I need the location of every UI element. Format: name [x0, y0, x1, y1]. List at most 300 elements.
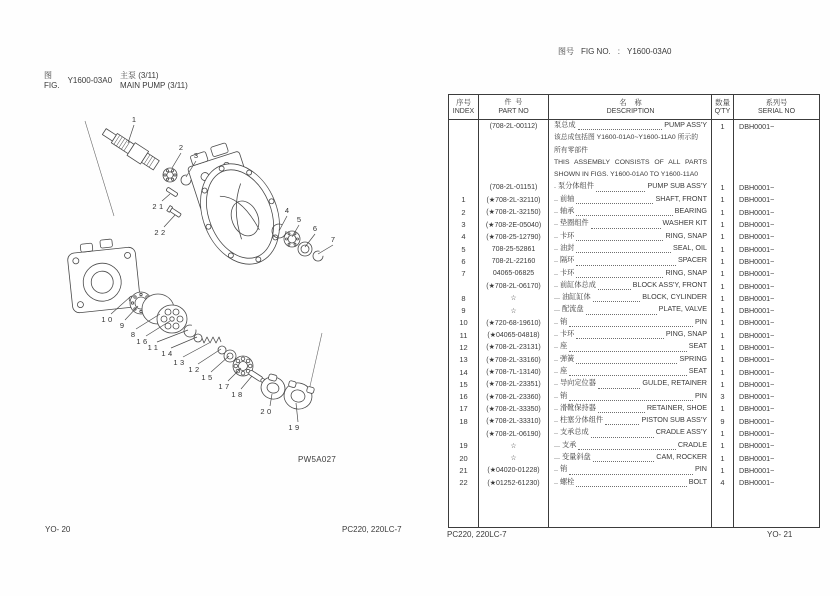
- description-cell: [549, 145, 712, 157]
- part-row: [449, 452, 819, 464]
- serial-cell: DBH0001~: [739, 453, 775, 463]
- qty-cell: 1: [712, 255, 734, 267]
- qty-cell: 1: [712, 120, 734, 132]
- description-cell: [549, 317, 712, 329]
- description-cell: [549, 157, 712, 169]
- leader-line-2: [172, 153, 181, 168]
- leader-line-13: [183, 343, 209, 357]
- description-cn: 泵总成: [554, 120, 576, 129]
- part-no-cell: ☆: [479, 452, 549, 464]
- index-cell: 13: [449, 354, 479, 366]
- dot-leader: [605, 417, 639, 425]
- qty-cell: 1: [712, 366, 734, 378]
- description-en: PUMP ASS'Y: [664, 120, 707, 129]
- part-row: [449, 120, 819, 132]
- callout-21: 21: [152, 202, 166, 211]
- callout-18: 18: [231, 390, 245, 399]
- figure-title-en: MAIN PUMP (3/11): [120, 81, 188, 91]
- description-cell: [549, 427, 712, 439]
- part-no-cell: (★708-2L-06190): [479, 427, 549, 439]
- part-no-cell: (★708-2L-06170): [479, 280, 549, 292]
- description-cn: .. 油封: [554, 242, 575, 252]
- part-no-cell: (★708-2L-23131): [479, 341, 549, 353]
- description-en: SPRING: [679, 353, 707, 363]
- description-cell: [549, 292, 712, 304]
- part-row: [449, 427, 819, 439]
- serial-cell: DBH0001~: [739, 465, 775, 475]
- note-text: THIS ASSEMBLY CONSISTS OF ALL PARTS: [554, 158, 707, 166]
- part-row: [449, 403, 819, 415]
- leader-line-4: [279, 216, 287, 231]
- index-cell: [449, 427, 479, 439]
- part-no-cell: (★708-2L-33310): [479, 415, 549, 427]
- part-row: [449, 317, 819, 329]
- serial-cell: DBH0001~: [739, 256, 775, 266]
- qty-cell: 1: [712, 329, 734, 341]
- description-cell: [549, 194, 712, 206]
- index-cell: [449, 280, 479, 292]
- callout-6: 6: [312, 224, 318, 233]
- description-en: PIN: [695, 316, 707, 326]
- model-code-right: PC220, 220LC-7: [447, 530, 507, 539]
- dot-leader: [598, 381, 640, 389]
- index-cell: 1: [449, 194, 479, 206]
- description-en: SEAT: [688, 341, 707, 351]
- header-description-en: DESCRIPTION: [606, 108, 655, 116]
- qty-cell: [712, 145, 734, 157]
- serial-cell: DBH0001~: [739, 416, 775, 426]
- index-cell: 17: [449, 403, 479, 415]
- index-cell: 4: [449, 231, 479, 243]
- description-en: PISTON SUB ASS'Y: [641, 415, 707, 425]
- part-row: [449, 391, 819, 403]
- qty-cell: 1: [712, 304, 734, 316]
- description-cn: . 泵分体组件: [554, 181, 594, 191]
- description-en: SPACER: [677, 255, 707, 265]
- part-no-cell: 708-2L-22160: [479, 255, 549, 267]
- filler-serial-cell: [734, 489, 819, 527]
- serial-cell: DBH0001~: [739, 379, 775, 389]
- description-cn: .. 隔环: [554, 255, 575, 265]
- part-row: [449, 341, 819, 353]
- fig-label-cn: 图: [44, 71, 52, 80]
- description-cn: .. 销: [554, 316, 568, 326]
- index-cell: 21: [449, 464, 479, 476]
- description-en: SEAL, OIL: [673, 242, 707, 252]
- dot-leader: [576, 356, 677, 364]
- description-cell: [549, 341, 712, 353]
- dot-leader: [576, 479, 686, 487]
- index-cell: 19: [449, 440, 479, 452]
- description-cn: .. 卡环: [554, 230, 575, 240]
- part-no-cell: ☆: [479, 292, 549, 304]
- description-cn: .. 销: [554, 464, 568, 474]
- part-no-cell: (★04020-01228): [479, 464, 549, 476]
- index-cell: 14: [449, 366, 479, 378]
- callout-14: 14: [161, 349, 175, 358]
- qty-cell: 1: [712, 181, 734, 193]
- filler-index-cell: [449, 489, 479, 527]
- leader-line-7: [318, 245, 333, 254]
- leader-line-22: [164, 215, 175, 227]
- description-en: GULDE, RETAINER: [642, 378, 707, 388]
- index-cell: [449, 169, 479, 181]
- header-index-en: INDEX: [452, 108, 475, 116]
- part-no-cell: ☆: [479, 304, 549, 316]
- part-no-cell: (708-2L-01151): [479, 181, 549, 193]
- leader-line-15: [211, 356, 229, 372]
- callout-12: 12: [188, 365, 202, 374]
- header-description-cn: 名 称: [619, 97, 642, 107]
- description-cell: [549, 132, 712, 144]
- index-cell: 9: [449, 304, 479, 316]
- description-cell: [549, 440, 712, 452]
- serial-cell: DBH0001~: [739, 121, 775, 131]
- qty-cell: 1: [712, 427, 734, 439]
- dot-leader: [578, 442, 675, 450]
- index-cell: 5: [449, 243, 479, 255]
- serial-cell: DBH0001~: [739, 330, 775, 340]
- leader-line-14: [171, 337, 197, 348]
- qty-cell: 1: [712, 464, 734, 476]
- description-cn: .. 柱塞分体组件: [554, 415, 604, 425]
- part-row: [449, 206, 819, 218]
- note-row: [449, 169, 819, 181]
- description-en: BOLT: [688, 476, 707, 486]
- description-cn: .. 弹簧: [554, 353, 575, 363]
- dot-leader: [576, 258, 676, 266]
- index-cell: 2: [449, 206, 479, 218]
- serial-cell: [734, 169, 819, 181]
- description-cell: [549, 464, 712, 476]
- description-cell: [549, 329, 712, 341]
- bolt-part-22: [167, 206, 182, 219]
- serial-cell: DBH0001~: [739, 355, 775, 365]
- header-serial: [734, 95, 819, 119]
- callout-22: 22: [154, 228, 168, 237]
- description-en: PIN: [695, 390, 707, 400]
- description-cn: .. 垫圈组件: [554, 218, 589, 228]
- parts-table: [448, 94, 820, 528]
- figure-title-cn: 主泵 (3/11): [120, 71, 159, 80]
- serial-cell: DBH0001~: [739, 318, 775, 328]
- description-cell: [549, 304, 712, 316]
- header-index-cn: 序号: [456, 97, 471, 107]
- part-no-cell: (★708-2L-32110): [479, 194, 549, 206]
- part-no-cell: 708-25-52861: [479, 243, 549, 255]
- part-row: [449, 280, 819, 292]
- part-no-cell: [479, 132, 549, 144]
- dot-leader: [569, 319, 693, 327]
- description-en: RING, SNAP: [665, 230, 707, 240]
- qty-cell: 1: [712, 440, 734, 452]
- index-cell: 15: [449, 378, 479, 390]
- description-cn: ... 油缸缸体: [554, 292, 591, 302]
- description-cn: .. 座: [554, 341, 568, 351]
- description-cell: [549, 403, 712, 415]
- serial-cell: DBH0001~: [739, 441, 775, 451]
- serial-cell: DBH0001~: [739, 220, 775, 230]
- index-cell: 10: [449, 317, 479, 329]
- index-cell: [449, 181, 479, 193]
- index-cell: 20: [449, 452, 479, 464]
- part-no-cell: (★708-2L-33350): [479, 403, 549, 415]
- dot-leader: [569, 368, 687, 376]
- description-en: SEAT: [688, 365, 707, 375]
- qty-cell: 1: [712, 317, 734, 329]
- note-row: [449, 132, 819, 144]
- description-cell: [549, 452, 712, 464]
- description-cn: .. 螺栓: [554, 476, 575, 486]
- table-filler-row: [449, 489, 819, 527]
- part-no-cell: (★708-2L-33160): [479, 354, 549, 366]
- leader-line-21: [162, 194, 170, 201]
- index-cell: 22: [449, 477, 479, 489]
- leader-line-1: [128, 125, 134, 143]
- index-cell: [449, 132, 479, 144]
- qty-cell: 1: [712, 403, 734, 415]
- dot-leader: [598, 282, 631, 290]
- part-row: [449, 268, 819, 280]
- dot-leader: [576, 270, 663, 278]
- header-description: [549, 95, 712, 119]
- qty-cell: 1: [712, 268, 734, 280]
- description-cn: .. 导向定位器: [554, 378, 596, 388]
- description-cn: .. 销: [554, 390, 568, 400]
- serial-cell: [734, 145, 819, 157]
- description-cell: [549, 415, 712, 427]
- callout-20: 20: [260, 407, 274, 416]
- part-no-cell: (★708-2L-32150): [479, 206, 549, 218]
- index-cell: 8: [449, 292, 479, 304]
- note-row: [449, 145, 819, 157]
- dot-leader: [596, 184, 646, 192]
- model-code-left: PC220, 220LC-7: [342, 525, 402, 534]
- serial-cell: [734, 157, 819, 169]
- bearing-part: [163, 168, 177, 182]
- description-cn: .. 前缸体总成: [554, 279, 596, 289]
- part-no-cell: (★708-2L-23360): [479, 391, 549, 403]
- index-cell: 12: [449, 341, 479, 353]
- serial-cell: DBH0001~: [739, 367, 775, 377]
- header-serial-cn: 系列号: [765, 97, 788, 107]
- part-row: [449, 231, 819, 243]
- dot-leader: [576, 208, 672, 216]
- qty-cell: [712, 157, 734, 169]
- header-part-no-en: PART NO: [498, 108, 529, 115]
- serial-cell: DBH0001~: [739, 281, 775, 291]
- dot-leader: [576, 331, 663, 339]
- table-body: [449, 120, 819, 489]
- part-row: [449, 194, 819, 206]
- description-cell: [549, 169, 712, 181]
- callout-11: 11: [147, 343, 161, 352]
- header-qty-en: Q'TY: [714, 108, 731, 116]
- fig-label-en: FIG.: [44, 81, 60, 91]
- part-no-cell: [479, 157, 549, 169]
- header-serial-en: SERIAL NO: [757, 108, 796, 116]
- description-cell: [549, 477, 712, 489]
- serial-cell: DBH0001~: [739, 478, 775, 488]
- serial-cell: DBH0001~: [739, 293, 775, 303]
- description-en: PIN: [695, 464, 707, 474]
- part-row: [449, 304, 819, 316]
- callout-2: 2: [178, 143, 184, 152]
- qty-cell: [712, 169, 734, 181]
- qty-cell: 1: [712, 452, 734, 464]
- header-index: [449, 95, 479, 119]
- pin-part-21: [166, 187, 178, 197]
- index-cell: 11: [449, 329, 479, 341]
- part-no-cell: ☆: [479, 440, 549, 452]
- dot-leader: [593, 294, 641, 302]
- serial-cell: DBH0001~: [739, 392, 775, 402]
- description-cn: .. 轴承: [554, 206, 575, 216]
- description-en: BLOCK ASS'Y, FRONT: [632, 279, 707, 289]
- callout-5: 5: [296, 215, 302, 224]
- dot-leader: [569, 393, 693, 401]
- fig-ref-label-cn: 图号: [558, 47, 574, 56]
- part-no-cell: (★720-68-19610): [479, 317, 549, 329]
- qty-cell: [712, 132, 734, 144]
- serial-cell: DBH0001~: [739, 306, 775, 316]
- description-cell: [549, 243, 712, 255]
- description-en: CAM, ROCKER: [656, 452, 707, 462]
- description-cn: ... 配流盘: [554, 304, 584, 314]
- callout-16: 16: [136, 337, 150, 346]
- part-row: [449, 378, 819, 390]
- part-no-cell: (★708-2E-05040): [479, 218, 549, 230]
- callout-7: 7: [330, 235, 336, 244]
- header-qty-cn: 数量: [715, 97, 730, 107]
- serial-cell: DBH0001~: [739, 429, 775, 439]
- serial-cell: DBH0001~: [739, 404, 775, 414]
- serial-cell: DBH0001~: [739, 244, 775, 254]
- description-cell: [549, 268, 712, 280]
- part-no-cell: [479, 169, 549, 181]
- index-cell: 16: [449, 391, 479, 403]
- filler-desc-cell: [549, 489, 712, 527]
- page-number-left: YO- 20: [45, 525, 71, 534]
- dot-leader: [591, 430, 654, 438]
- part-row: [449, 366, 819, 378]
- qty-cell: 1: [712, 341, 734, 353]
- part-row: [449, 292, 819, 304]
- cylinder-block-part: [142, 294, 187, 333]
- description-cell: [549, 280, 712, 292]
- qty-cell: 1: [712, 292, 734, 304]
- description-en: WASHER KIT: [662, 218, 707, 228]
- description-cn: .. 卡环: [554, 329, 575, 339]
- callout-1: 1: [131, 115, 137, 124]
- index-cell: 18: [449, 415, 479, 427]
- part-row: [449, 243, 819, 255]
- index-cell: [449, 157, 479, 169]
- note-text: SHOWN IN FIGS. Y1600-01A0 TO Y1600-11A0: [554, 171, 699, 179]
- description-cell: [549, 366, 712, 378]
- qty-cell: 9: [712, 415, 734, 427]
- dot-leader: [576, 245, 671, 253]
- qty-cell: 1: [712, 378, 734, 390]
- qty-cell: 1: [712, 206, 734, 218]
- dot-leader: [576, 196, 653, 204]
- part-row: [449, 415, 819, 427]
- note-row: [449, 157, 819, 169]
- part-row: [449, 329, 819, 341]
- drawing-code: PW5A027: [298, 455, 337, 464]
- filler-part-cell: [479, 489, 549, 527]
- description-en: RETAINER, SHOE: [646, 402, 707, 412]
- dot-leader: [586, 307, 657, 315]
- description-en: CRADLE: [677, 439, 707, 449]
- callout-3: 3: [193, 151, 199, 160]
- serial-cell: DBH0001~: [739, 207, 775, 217]
- description-cell: [549, 206, 712, 218]
- qty-cell: 1: [712, 354, 734, 366]
- note-text: 该总成包括图 Y1600-01A0~Y1600-11A0 所示的: [554, 134, 698, 142]
- part-row: [449, 218, 819, 230]
- description-cell: [549, 354, 712, 366]
- part-no-cell: (★708-7L-13140): [479, 366, 549, 378]
- part-row: [449, 477, 819, 489]
- qty-cell: 4: [712, 477, 734, 489]
- description-cn: .. 座: [554, 365, 568, 375]
- description-en: RING, SNAP: [665, 267, 707, 277]
- index-cell: [449, 120, 479, 132]
- part-no-cell: [479, 145, 549, 157]
- description-cn: .. 卡环: [554, 267, 575, 277]
- part-no-cell: (★708-2L-23351): [479, 378, 549, 390]
- part-row: [449, 181, 819, 193]
- description-en: PING, SNAP: [665, 329, 707, 339]
- serial-cell: DBH0001~: [739, 342, 775, 352]
- index-cell: 7: [449, 268, 479, 280]
- header-part-no: [479, 95, 549, 119]
- fig-ref-label-en: FIG NO.: [581, 47, 611, 56]
- dot-leader: [591, 221, 661, 229]
- dot-leader: [569, 467, 693, 475]
- callout-10: 10: [101, 315, 115, 324]
- cam-rocker-part: [259, 372, 288, 401]
- description-cn: ... 变量斜盘: [554, 452, 591, 462]
- description-en: PLATE, VALVE: [658, 304, 707, 314]
- note-text: 所有零部件: [554, 146, 588, 154]
- description-en: PUMP SUB ASS'Y: [647, 181, 707, 191]
- part-no-cell: (★04065-04818): [479, 329, 549, 341]
- serial-cell: DBH0001~: [739, 195, 775, 205]
- serial-cell: DBH0001~: [739, 269, 775, 279]
- part-row: [449, 440, 819, 452]
- qty-cell: 3: [712, 391, 734, 403]
- callout-4: 4: [284, 206, 290, 215]
- dot-leader: [598, 405, 645, 413]
- callout-15: 15: [201, 373, 215, 382]
- leader-line-12: [198, 349, 221, 364]
- callout-19: 19: [288, 423, 302, 432]
- description-cn: .. 支承总成: [554, 427, 589, 437]
- description-cell: [549, 378, 712, 390]
- fig-ref-colon: :: [617, 47, 621, 56]
- part-row: [449, 255, 819, 267]
- description-cn: .. 前轴: [554, 193, 575, 203]
- page-number-right: YO- 21: [767, 530, 793, 539]
- description-cell: [549, 255, 712, 267]
- callout-8: 8: [130, 330, 136, 339]
- fig-ref-number: Y1600-03A0: [627, 47, 672, 56]
- qty-cell: 1: [712, 243, 734, 255]
- part-no-cell: (★01252-61230): [479, 477, 549, 489]
- dot-leader: [578, 122, 663, 130]
